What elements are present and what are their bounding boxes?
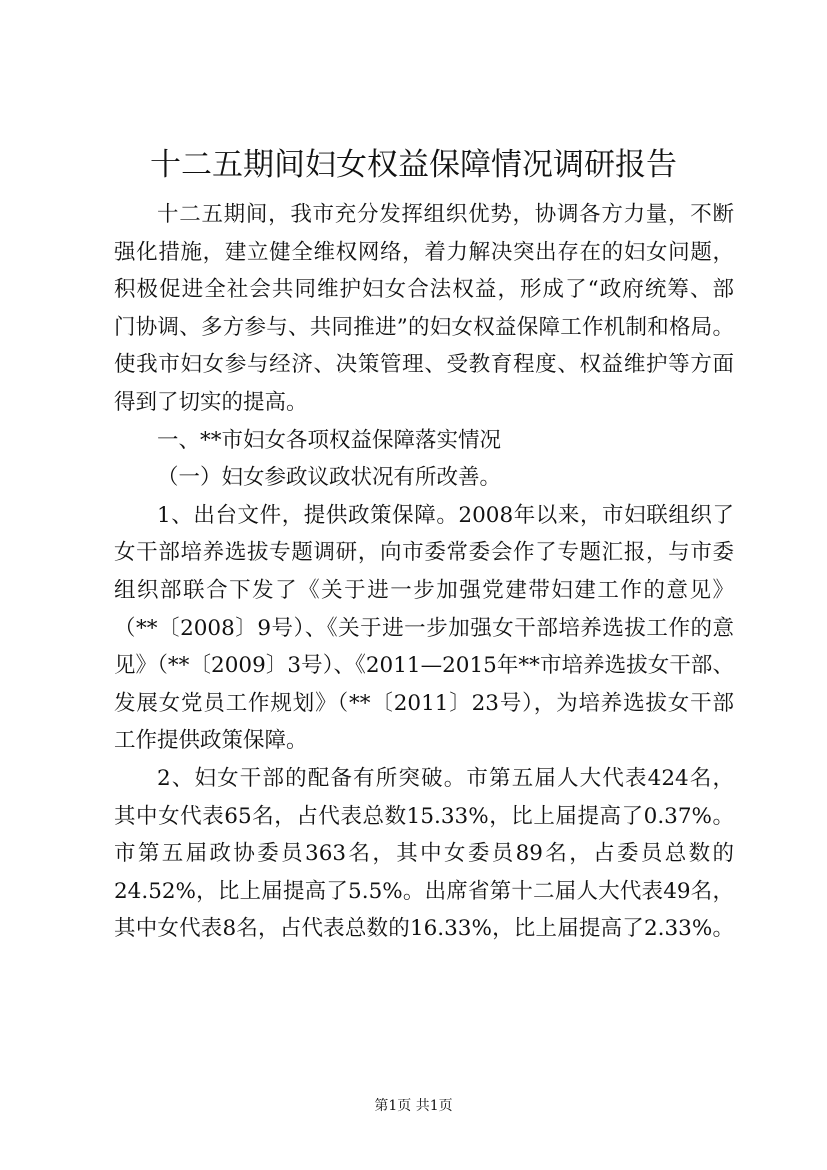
paragraph-line: 得到了切实的提高。 <box>114 389 308 415</box>
paragraph-line: 24.52%，比上届提高了5.5%。出席省第十二届人大代表49名， <box>114 878 734 904</box>
paragraph-line: 见》（**〔2009〕3号）、《2011—2015年**市培养选拔女干部、 <box>114 653 734 679</box>
document-title: 十二五期间妇女权益保障情况调研报告 <box>150 147 677 183</box>
paragraph-line: 使我市妇女参与经济、决策管理、受教育程度、权益维护等方面 <box>114 352 734 378</box>
paragraph-line: 发展女党员工作规划》（**〔2011〕23号），为培养选拔女干部 <box>114 690 734 716</box>
subsection-heading: （一）妇女参政议政状况有所改善。 <box>157 465 502 491</box>
page-footer: 第1页 共1页 <box>374 1098 453 1114</box>
paragraph-line: 门协调、多方参与、共同推进”的妇女权益保障工作机制和格局。 <box>114 314 734 340</box>
paragraph-line: 其中女代表65名，占代表总数15.33%，比上届提高了0.37%。 <box>114 803 734 829</box>
paragraph-line: 工作提供政策保障。 <box>114 728 308 754</box>
paragraph-line: 1、出台文件，提供政策保障。2008年以来，市妇联组织了 <box>157 502 734 528</box>
paragraph-line: 强化措施，建立健全维权网络，着力解决突出存在的妇女问题， <box>114 239 734 265</box>
document-body <box>114 196 734 948</box>
paragraph-line: 积极促进全社会共同维护妇女合法权益，形成了“政府统筹、部 <box>114 277 734 303</box>
paragraph-line: 女干部培养选拔专题调研，向市委常委会作了专题汇报，与市委 <box>114 540 734 566</box>
paragraph-line: 组织部联合下发了《关于进一步加强党建带妇建工作的意见》 <box>114 577 734 603</box>
section-heading: 一、**市妇女各项权益保障落实情况 <box>157 427 502 453</box>
paragraph-line: （**〔2008〕9号）、《关于进一步加强女干部培养选拔工作的意 <box>114 615 734 641</box>
paragraph-line: 十二五期间，我市充分发挥组织优势，协调各方力量，不断 <box>157 202 734 227</box>
paragraph-line: 市第五届政协委员363名，其中女委员89名，占委员总数的 <box>114 841 734 867</box>
paragraph-line: 2、妇女干部的配备有所突破。市第五届人大代表424名， <box>157 765 734 791</box>
paragraph-line: 其中女代表8名，占代表总数的16.33%，比上届提高了2.33%。 <box>114 916 734 942</box>
